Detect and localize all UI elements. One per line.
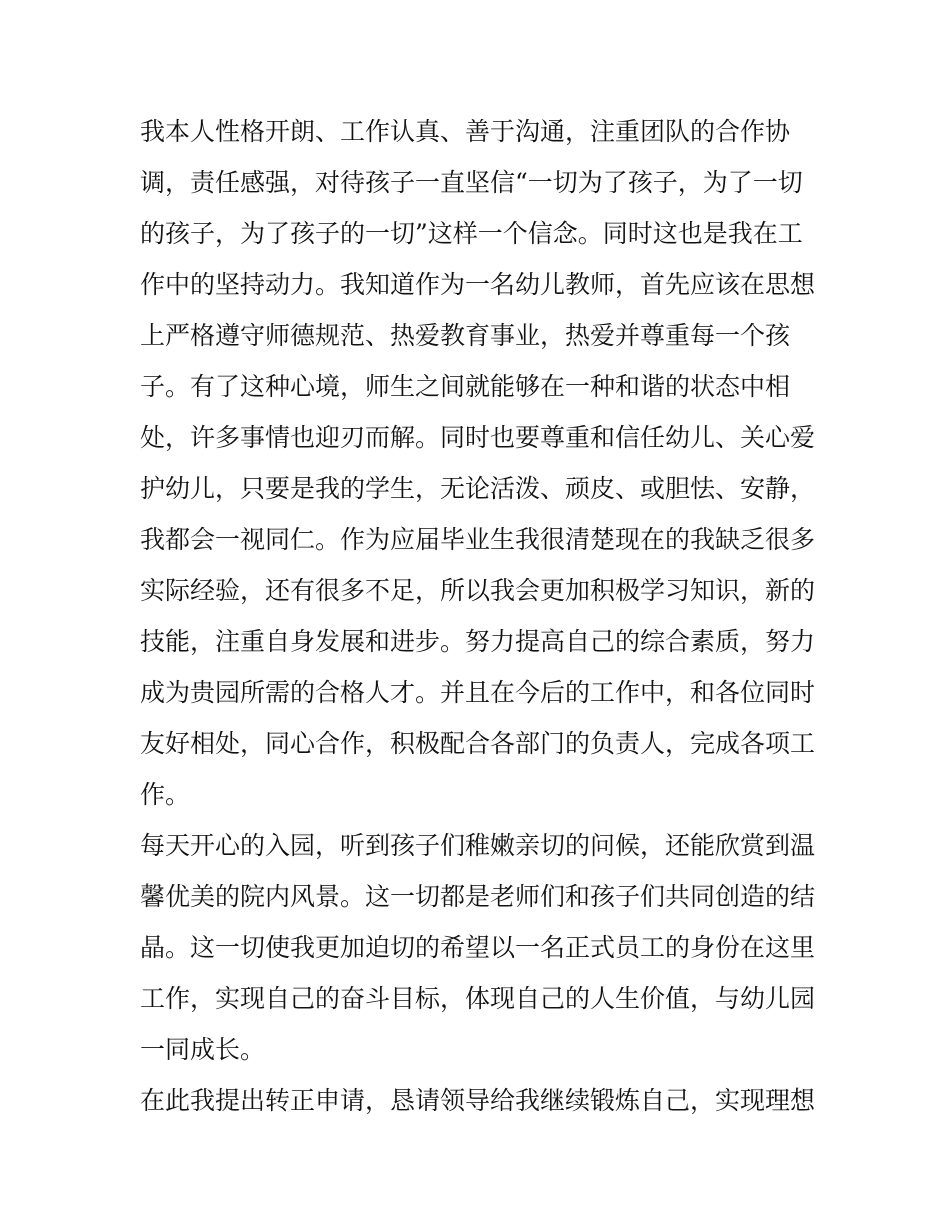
text-line: 友好相处，同心合作，积极配合各部门的负责人，完成各项工	[140, 729, 816, 758]
text-line: 我本人性格开朗、工作认真、善于沟通，注重团队的合作协	[140, 117, 791, 146]
text-line: 上严格遵守师德规范、热爱教育事业，热爱并尊重每一个孩	[140, 321, 791, 350]
text-line: 在此我提出转正申请，恳请领导给我继续锻炼自己，实现理想	[140, 1086, 816, 1115]
paragraph-2	[140, 820, 820, 1075]
text-line: 实际经验，还有很多不足，所以我会更加积极学习知识，新的	[140, 576, 816, 605]
paragraph-1	[140, 106, 820, 820]
text-line: 处，许多事情也迎刃而解。同时也要尊重和信任幼儿、关心爱	[140, 423, 816, 452]
text-line: 工作，实现自己的奋斗目标，体现自己的人生价值，与幼儿园	[140, 984, 816, 1013]
text-line: 晶。这一切使我更加迫切的希望以一名正式员工的身份在这里	[140, 933, 816, 962]
text-line: 作中的坚持动力。我知道作为一名幼儿教师，首先应该在思想	[140, 270, 816, 299]
text-line: 作。	[140, 780, 191, 809]
text-line: 一同成长。	[140, 1035, 266, 1064]
text-line: 每天开心的入园，听到孩子们稚嫩亲切的问候，还能欣赏到温	[140, 831, 816, 860]
text-line: 馨优美的院内风景。这一切都是老师们和孩子们共同创造的结	[140, 882, 816, 911]
text-line: 技能，注重自身发展和进步。努力提高自己的综合素质，努力	[140, 627, 816, 656]
text-line: 护幼儿，只要是我的学生，无论活泼、顽皮、或胆怯、安静，	[140, 474, 816, 503]
text-line: 的孩子，为了孩子的一切”这样一个信念。同时这也是我在工	[140, 219, 803, 248]
text-line: 成为贵园所需的合格人才。并且在今后的工作中，和各位同时	[140, 678, 816, 707]
text-line: 子。有了这种心境，师生之间就能够在一种和谐的状态中相	[140, 372, 791, 401]
paragraph-3	[140, 1075, 820, 1126]
text-line: 调，责任感强，对待孩子一直坚信“一切为了孩子，为了一切	[140, 168, 803, 197]
document-body	[140, 106, 820, 1126]
text-line: 我都会一视同仁。作为应届毕业生我很清楚现在的我缺乏很多	[140, 525, 816, 554]
